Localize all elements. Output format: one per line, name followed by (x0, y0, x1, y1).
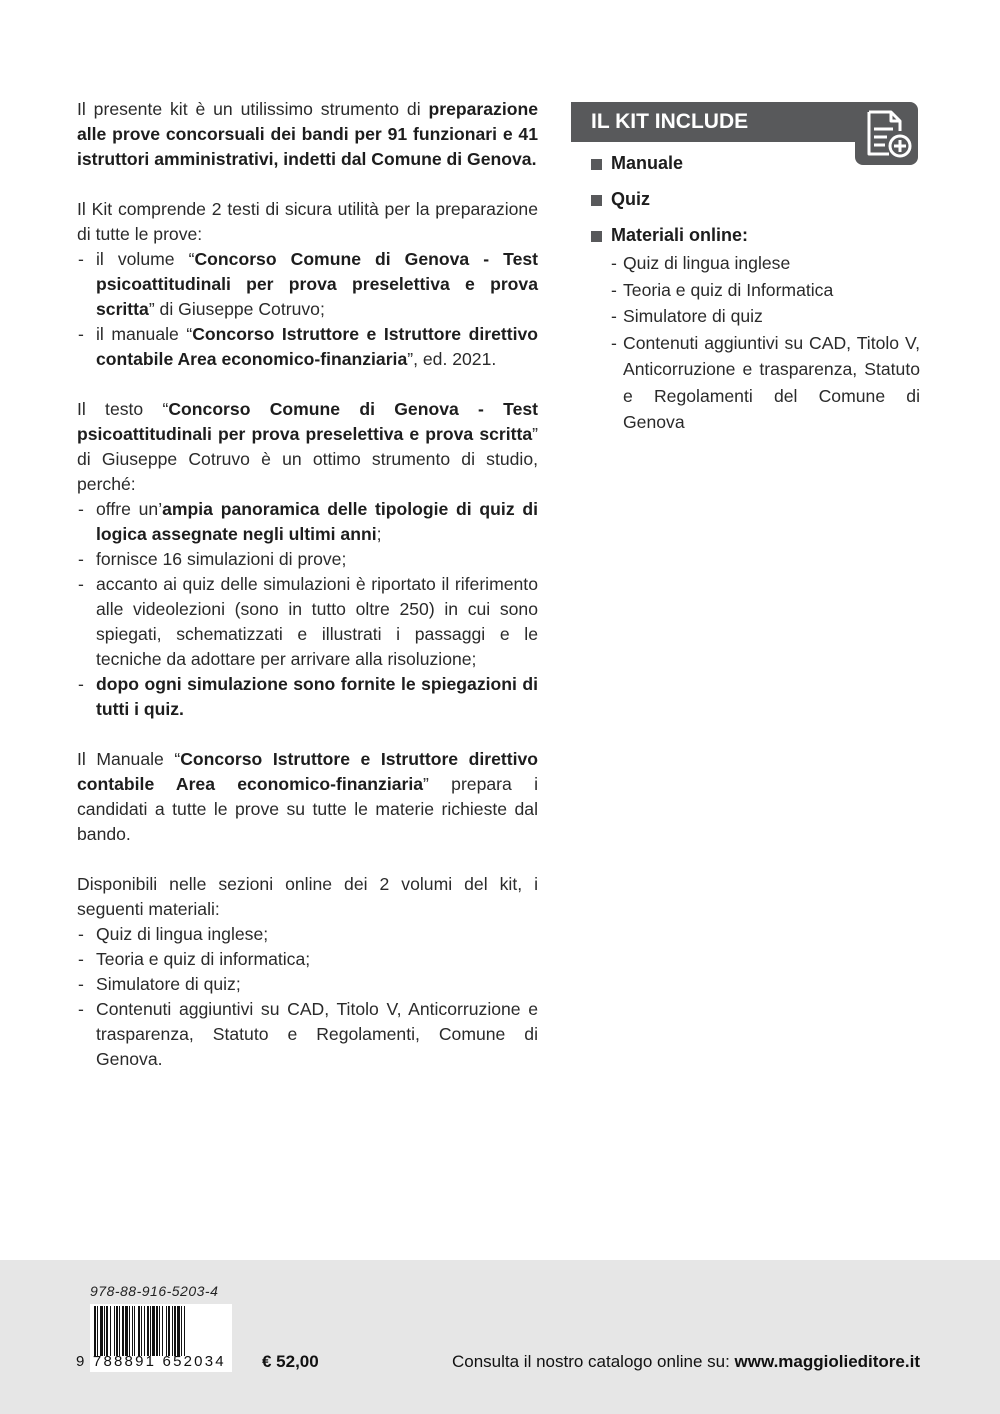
list-item: - il manuale “Concorso Istruttore e Istruttore direttivo contabile Area economico-finanziaria”, ed. 2021. (77, 322, 538, 372)
barcode-bar (150, 1306, 151, 1356)
barcode-bar (106, 1306, 108, 1356)
barcode-bar (129, 1306, 130, 1356)
test-book-list (77, 497, 538, 722)
barcode-bar (168, 1306, 170, 1356)
list-item: - dopo ogni simulazione sono fornite le spiegazioni di tutti i quiz. (77, 672, 538, 722)
barcode-bar (177, 1306, 180, 1356)
barcode-bar (159, 1306, 160, 1356)
barcode-bar (166, 1306, 167, 1356)
list-item: - fornisce 16 simulazioni di prove; (77, 547, 538, 572)
barcode-digits: 9 788891 652034 (76, 1353, 226, 1370)
list-item: - Quiz di lingua inglese (611, 250, 920, 277)
footer-band (0, 1260, 1000, 1414)
online-materials-section (77, 872, 538, 1072)
kit-contents-section (77, 197, 538, 372)
test-book-intro: Il testo “Concorso Comune di Genova - Test psicoattitudinali per prova preselettiva e prova scritta” di Giuseppe Cotruvo è un ottimo strumento di studio, perché: (77, 399, 539, 494)
list-item: - Contenuti aggiuntivi su CAD, Titolo V, Anticorruzione e trasparenza, Statuto e Regolamenti, Comune di Genova. (77, 997, 538, 1072)
barcode-bar (114, 1306, 115, 1356)
catalog-line: Consulta il nostro catalogo online su: www.maggiolieditore.it (451, 1352, 920, 1371)
barcode-bar (172, 1306, 173, 1356)
barcode-bar (116, 1306, 118, 1356)
kit-include-list (571, 151, 920, 436)
kit-contents-intro: Il Kit comprende 2 testi di sicura utilità per la preparazione di tutte le prove: (77, 199, 538, 244)
barcode-bar (141, 1306, 142, 1356)
barcode-bar (181, 1306, 182, 1356)
barcode-bar (122, 1306, 124, 1356)
list-item: - il volume “Concorso Comune di Genova - Test psicoattitudinali per prova preselettiva e prova scritta” di Giuseppe Cotruvo; (77, 247, 538, 322)
list-item: - Quiz di lingua inglese; (77, 922, 538, 947)
barcode-bar (119, 1306, 120, 1356)
barcode-bar (97, 1306, 98, 1356)
list-item: - offre un’ampia panoramica delle tipologie di quiz di logica assegnate negli ultimi anni; (77, 497, 538, 547)
barcode-bar (94, 1306, 96, 1356)
price: € 52,00 (262, 1352, 319, 1371)
list-item: - Simulatore di quiz (611, 303, 920, 330)
kit-contents-list (77, 247, 538, 372)
isbn-text: 978-88-916-5203-4 (90, 1283, 219, 1299)
barcode-bar (100, 1306, 103, 1356)
list-item: Quiz (571, 187, 920, 211)
barcode-bar (134, 1306, 135, 1356)
barcode-bar (110, 1306, 111, 1356)
catalog-link[interactable]: www.maggiolieditore.it (734, 1352, 920, 1371)
list-item: Manuale (571, 151, 920, 175)
online-materials-list (77, 922, 538, 1072)
square-bullet-icon (591, 159, 602, 170)
square-bullet-icon (591, 231, 602, 242)
barcode-bar (152, 1306, 155, 1356)
barcode-bar (162, 1306, 163, 1356)
description-column (77, 97, 538, 1097)
barcode-bar (132, 1306, 133, 1356)
list-item: - accanto ai quiz delle simulazioni è riportato il riferimento alle videolezioni (sono in tutto oltre 250) in cui sono spiegati, schematizzati e illustrati i passaggi e le tecniche da adottare per arrivare alla risoluzione; (77, 572, 538, 672)
list-item: - Simulatore di quiz; (77, 972, 538, 997)
barcode-bar (184, 1306, 185, 1356)
list-item: - Teoria e quiz di informatica; (77, 947, 538, 972)
barcode-bar (144, 1306, 145, 1356)
barcode-bar (138, 1306, 140, 1356)
list-item: Materiali online: - Quiz di lingua inglese - Teoria e quiz di Informatica - Simulatore di quiz - Contenuti aggiuntivi su CAD, Titolo V, Anticorruzione e trasparenza, Statuto e Regolamenti del Comune di Genova (571, 223, 920, 436)
barcode-bar (156, 1306, 158, 1356)
test-book-section (77, 397, 538, 722)
list-item: - Contenuti aggiuntivi su CAD, Titolo V, Anticorruzione e trasparenza, Statuto e Regolamenti del Comune di Genova (611, 330, 920, 436)
barcode-bar (125, 1306, 128, 1356)
online-materials-sublist (611, 250, 920, 436)
kit-include-header: IL KIT INCLUDE (571, 102, 881, 142)
kit-include-box (571, 102, 920, 448)
intro-paragraph: Il presente kit è un utilissimo strumento di preparazione alle prove concorsuali dei bandi per 91 funzionari e 41 istruttori amministrativi, indetti dal Comune di Genova. (77, 99, 538, 169)
square-bullet-icon (591, 195, 602, 206)
manual-paragraph: Il Manuale “Concorso Istruttore e Istruttore direttivo contabile Area economico-finanziaria” prepara i candidati a tutte le prove su tutte le materie richieste dal bando. (77, 749, 539, 844)
list-item: - Teoria e quiz di Informatica (611, 277, 920, 304)
online-materials-intro: Disponibili nelle sezioni online dei 2 volumi del kit, i seguenti materiali: (77, 874, 538, 919)
barcode-bar (174, 1306, 176, 1356)
barcode-bar (147, 1306, 149, 1356)
barcode-bar (104, 1306, 105, 1356)
